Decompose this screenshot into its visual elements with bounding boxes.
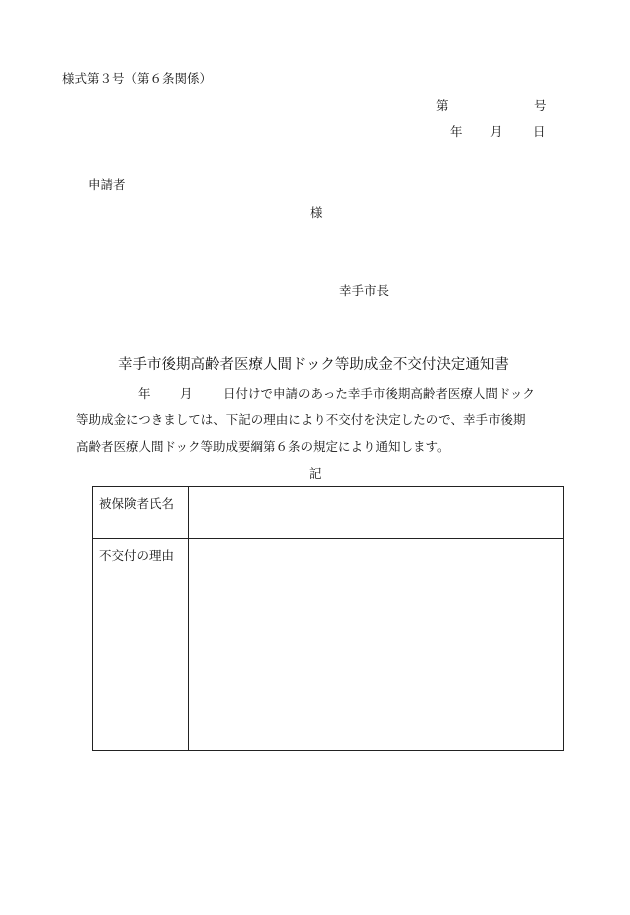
reference-number-prefix: 第 xyxy=(436,98,449,113)
body-line-3: 高齢者医療人間ドック等助成要綱第６条の規定により通知します。 xyxy=(76,439,450,454)
issuer: 幸手市長 xyxy=(339,283,390,298)
honorific: 様 xyxy=(310,205,323,220)
insured-name-cell[interactable] xyxy=(189,487,564,539)
body-month: 月 xyxy=(180,386,193,401)
date-day: 日 xyxy=(533,124,546,139)
reference-number-suffix: 号 xyxy=(534,98,547,113)
date-year: 年 xyxy=(450,124,463,139)
applicant-label: 申請者 xyxy=(88,177,126,192)
record-table xyxy=(92,486,564,751)
body-line-1: 日付けで申請のあった幸手市後期高齢者医療人間ドック xyxy=(223,386,535,401)
body-line-2: 等助成金につきましては、下記の理由により不交付を決定したので、幸手市後期 xyxy=(76,412,526,427)
document-title: 幸手市後期高齢者医療人間ドック等助成金不交付決定通知書 xyxy=(118,357,509,373)
body-year: 年 xyxy=(138,386,151,401)
insured-name-label: 被保険者氏名 xyxy=(93,487,189,539)
table-row xyxy=(93,487,564,539)
reason-label: 不交付の理由 xyxy=(93,539,189,751)
table-row xyxy=(93,539,564,751)
form-number: 様式第３号（第６条関係） xyxy=(62,71,213,86)
date-month: 月 xyxy=(490,124,503,139)
ki-heading: 記 xyxy=(309,466,322,481)
reason-cell[interactable] xyxy=(189,539,564,751)
